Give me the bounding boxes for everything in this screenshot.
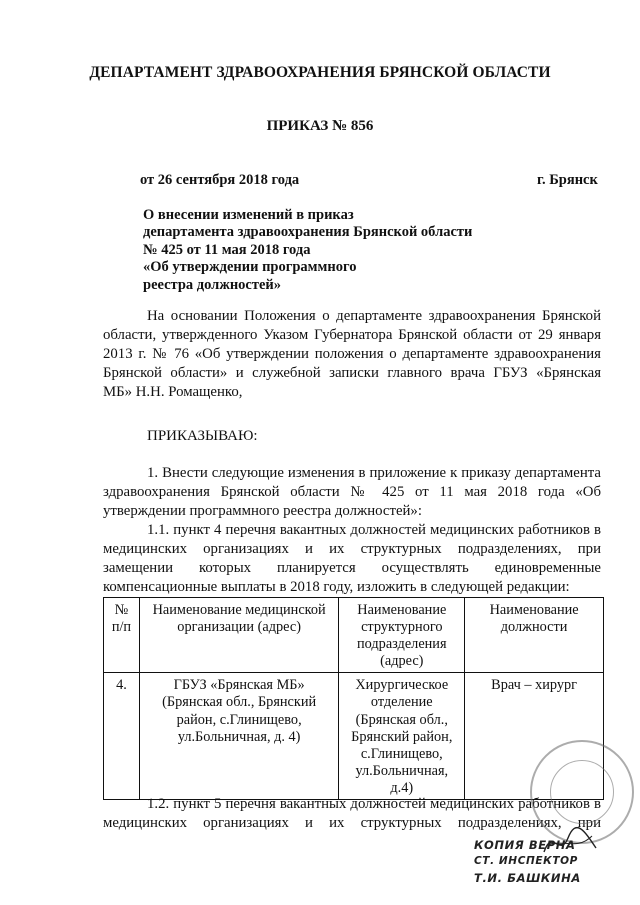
subject-line: О внесении изменений в приказ [143,207,354,223]
table-header-row [104,598,604,673]
subject-line: № 425 от 11 мая 2018 года [143,241,311,258]
item1-line: здравоохранения Брянской области № 425 от 11 мая 2018 года «Об [103,484,601,500]
subject-line: «Об утверждении программного [143,259,357,276]
item1-2-line: медицинских организациях и их структурных подразделениях, при [103,815,601,831]
table-cell: 4. [104,673,140,800]
table-header-cell: № п/п [104,598,140,673]
subject-line: департамента здравоохранения Брянской области [143,224,473,241]
certifier-position: СТ. ИНСПЕКТОР [474,855,578,867]
item1-1-line: медицинских организациях и их структурных подразделениях, при [103,541,601,557]
table-row [104,673,604,800]
stamp-inner-ring [550,760,614,824]
preamble-line: 2013 г. № 76 «Об утверждении положения о департаменте здравоохранения [103,346,601,362]
table-cell: Хирургическое отделение (Брянская обл., Брянский район, с.Глинищево, ул.Больничная, д.4) [339,673,465,800]
order-city: г. Брянск [537,172,598,188]
certifier-name: Т.И. БАШКИНА [474,871,581,885]
order-directive: ПРИКАЗЫВАЮ: [147,428,258,444]
preamble-line: На основании Положения о департаменте здравоохранения Брянской [147,308,601,324]
department-heading: ДЕПАРТАМЕНТ ЗДРАВООХРАНЕНИЯ БРЯНСКОЙ ОБЛАСТИ [89,64,551,81]
table-header-cell: Наименование структурного подразделения (адрес) [339,598,465,673]
item1-2-line: 1.2. пункт 5 перечня вакантных должностей медицинских работников в [147,796,601,812]
item1-1-line: 1.1. пункт 4 перечня вакантных должностей медицинских работников в [147,522,601,538]
item1-1-line: компенсационные выплаты в 2018 году, изложить в следующей редакции: [103,579,570,595]
signature-mark [540,822,600,862]
order-subject [143,207,563,294]
subject-line: реестра должностей» [143,276,282,293]
item1-line: 1. Внести следующие изменения в приложение к приказу департамента [147,465,601,481]
order-date: от 26 сентября 2018 года [140,172,300,188]
table-header-cell: Наименование медицинской организации (адрес) [139,598,338,673]
item1-1-line: замещении которых планируется осуществлять единовременные [103,560,601,576]
vacancy-table [103,597,604,800]
preamble-line: МБ» Н.Н. Ромащенко, [103,384,243,400]
preamble-line: Брянской области» и служебной записки главного врача ГБУЗ «Брянская [103,365,601,381]
preamble-line: области, утвержденного Указом Губернатора Брянской области от 29 января [103,327,601,343]
table-cell: Врач – хирург [465,673,604,800]
item1-line: утверждении программного реестра должностей»: [103,503,422,519]
copy-certified-label: КОПИЯ ВЕРНА [474,838,576,852]
table-cell: ГБУЗ «Брянская МБ» (Брянская обл., Брянский район, с.Глинищево, ул.Больничная, д. 4) [139,673,338,800]
table-header-cell: Наименование должности [465,598,604,673]
order-title: ПРИКАЗ № 856 [266,118,374,134]
